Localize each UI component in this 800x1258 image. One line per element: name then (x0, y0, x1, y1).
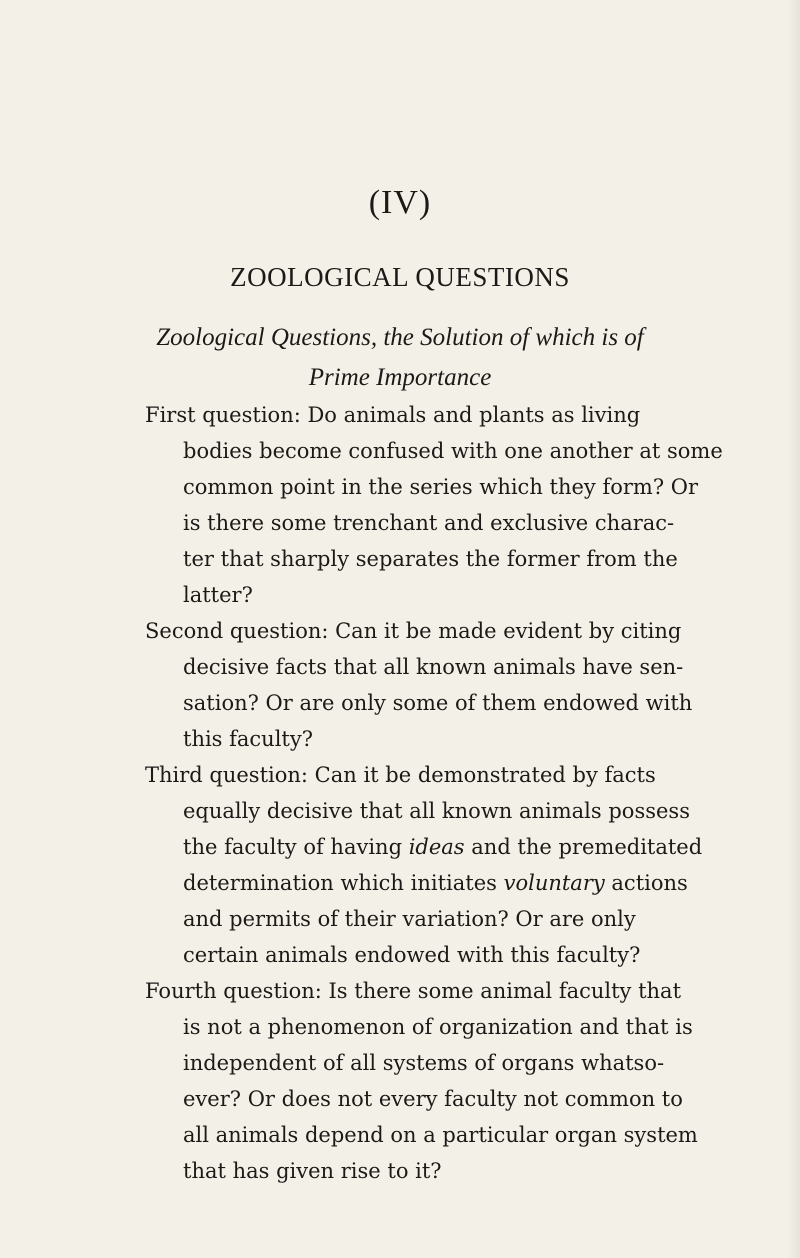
text-line: is not a phenomenon of organization and that is (183, 1015, 693, 1039)
question-paragraph-third (145, 757, 757, 973)
subtitle-line-1: Zoological Questions, the Solution of which is of (156, 324, 644, 351)
text-line: latter? (183, 583, 253, 607)
text-line: all animals depend on a particular organ system (183, 1123, 698, 1147)
text-line: decisive facts that all known animals have sen- (183, 655, 684, 679)
emphasized-word-voluntary: voluntary (503, 871, 605, 895)
text-line: sation? Or are only some of them endowed with (183, 691, 693, 715)
text-fragment: and the premeditated (464, 835, 703, 859)
questions-body (145, 397, 757, 1189)
chapter-subtitle (0, 318, 800, 398)
question-paragraph-second (145, 613, 757, 757)
text-line: independent of all systems of organs whatso- (183, 1051, 665, 1075)
text-line: Third question: Can it be demonstrated by facts (145, 763, 656, 787)
text-line: Second question: Can it be made evident by citing (145, 619, 682, 643)
text-line-with-emphasis (183, 865, 757, 901)
chapter-title: ZOOLOGICAL QUESTIONS (230, 262, 570, 292)
text-line: and permits of their variation? Or are only (183, 907, 636, 931)
text-line: that has given rise to it? (183, 1159, 442, 1183)
subtitle-line-2: Prime Importance (308, 364, 492, 391)
chapter-numeral: (IV) (368, 184, 432, 221)
question-paragraph-first (145, 397, 757, 613)
text-fragment: actions (604, 871, 688, 895)
text-line: equally decisive that all known animals possess (183, 799, 690, 823)
text-line: bodies become confused with one another at some (183, 439, 723, 463)
text-line: certain animals endowed with this faculty? (183, 943, 641, 967)
text-line: ever? Or does not every faculty not common to (183, 1087, 683, 1111)
text-line-with-emphasis (183, 829, 757, 865)
text-line: common point in the series which they form? Or (183, 475, 699, 499)
text-line: is there some trenchant and exclusive charac- (183, 511, 675, 535)
text-line: this faculty? (183, 727, 313, 751)
text-fragment: determination which initiates (183, 871, 497, 895)
text-line: First question: Do animals and plants as living (145, 403, 641, 427)
text-line: Fourth question: Is there some animal faculty that (145, 979, 682, 1003)
emphasized-word-ideas: ideas (408, 835, 465, 859)
text-fragment: the faculty of having (183, 835, 409, 859)
text-line: ter that sharply separates the former from the (183, 547, 678, 571)
question-paragraph-fourth (145, 973, 757, 1189)
